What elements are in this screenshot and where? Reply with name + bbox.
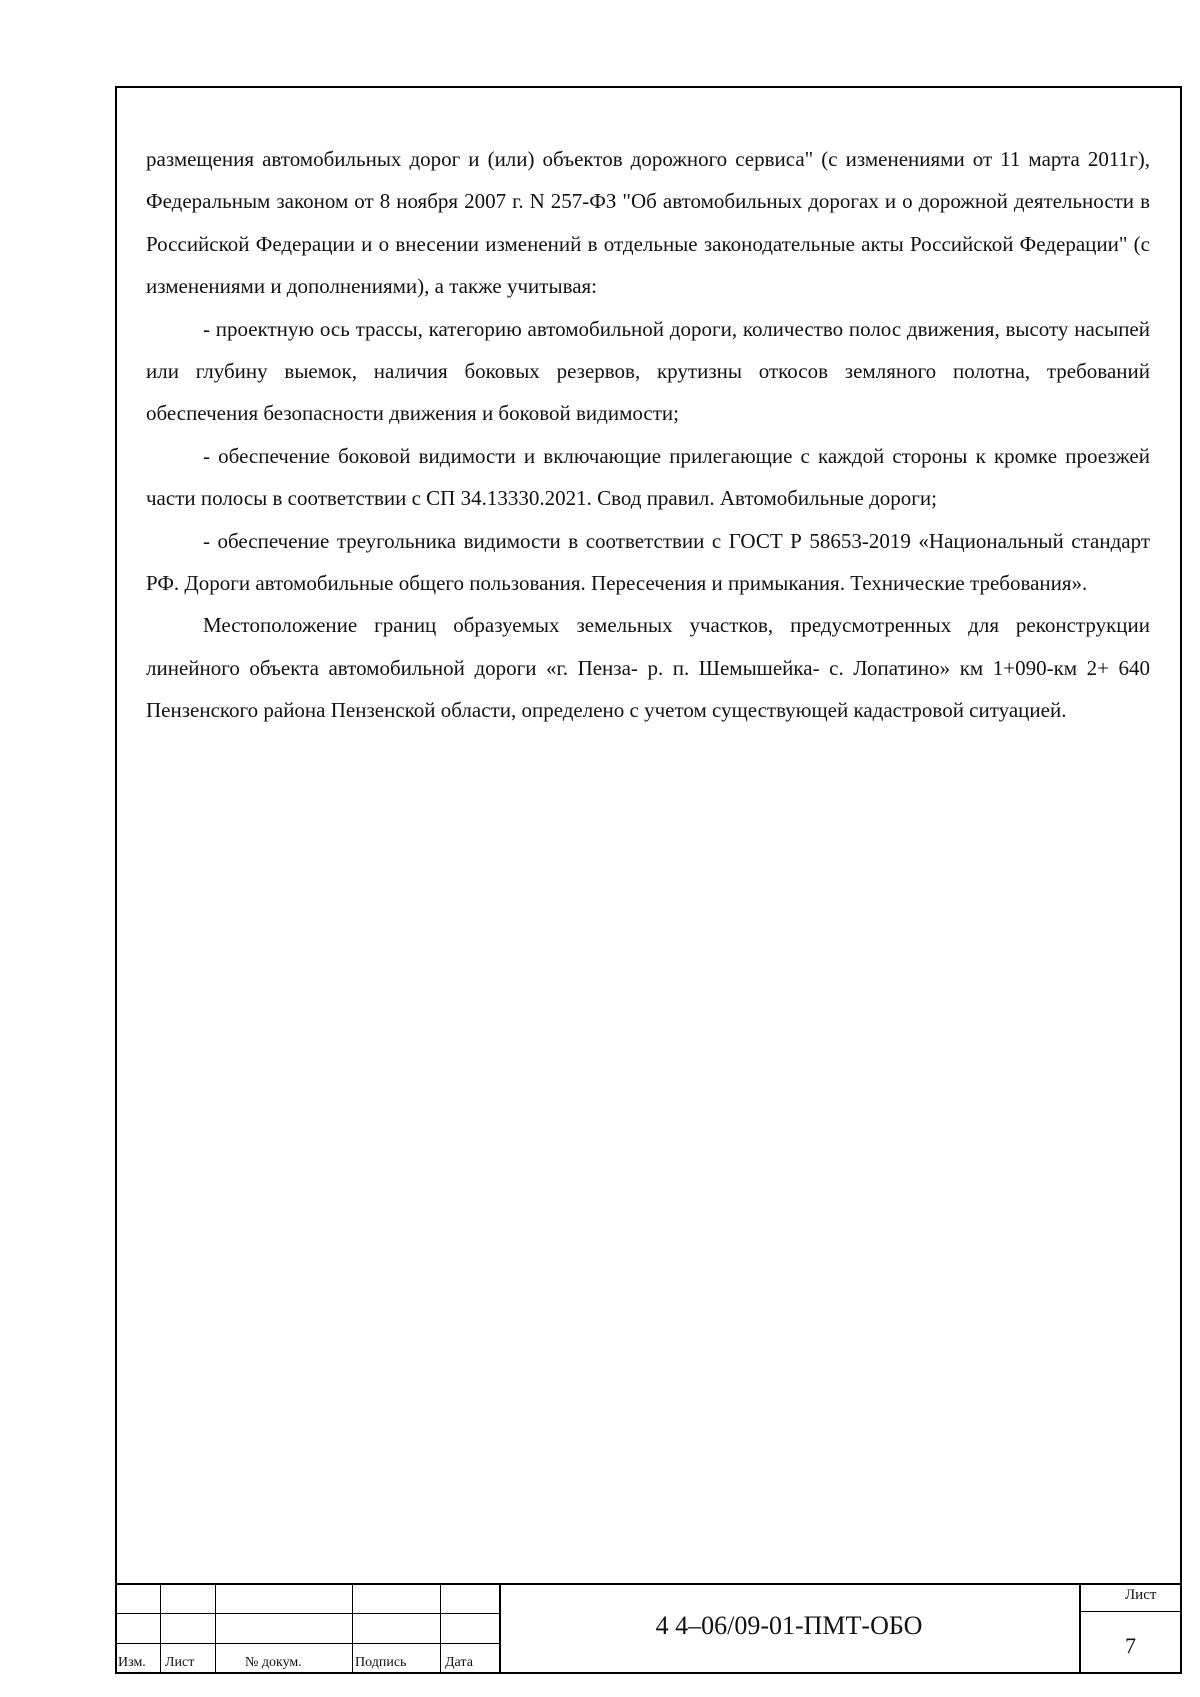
title-block: [115, 1583, 1182, 1674]
paragraph-4: - обеспечение треугольника видимости в соответствии с ГОСТ Р 58653-2019 «Национальный стандарт РФ. Дороги автомобильные общего пользования. Пересечения и примыкания. Технические требования».: [146, 528, 1150, 596]
col-sign-label: Подпись: [355, 1655, 407, 1670]
col-date-label: Дата: [445, 1655, 473, 1670]
paragraph-5: Местоположение границ образуемых земельных участков, предусмотренных для реконструкции линейного объекта автомобильной дороги «г. Пенза- р. п. Шемышейка- с. Лопатино» км 1+090-км 2+ 640 Пензенского района Пензенской области, определено с учетом существующей кадастровой ситуацией.: [146, 613, 1150, 723]
col-izm-label: Изм.: [118, 1655, 146, 1670]
paragraph-2: - проектную ось трассы, категорию автомобильной дороги, количество полос движения, высоту насыпей или глубину выемок, наличия боковых резервов, крутизны откосов земляного полотна, требований обеспечения безопасности движения и боковой видимости;: [146, 316, 1150, 426]
document-code: 4 4–06/09-01-ПМТ-ОБО: [655, 1611, 923, 1640]
col-list-label: Лист: [165, 1655, 195, 1670]
sheet-label: Лист: [1125, 1587, 1157, 1603]
document-body: [146, 138, 1150, 732]
sheet-number: 7: [1125, 1633, 1136, 1658]
paragraph-3: - обеспечение боковой видимости и включающие прилегающие с каждой стороны к кромке проезжей части полосы в соответствии с СП 34.13330.2021. Свод правил. Автомобильные дороги;: [146, 443, 1150, 511]
col-doc-label: № докум.: [245, 1655, 302, 1670]
paragraph-1: размещения автомобильных дорог и (или) объектов дорожного сервиса" (с изменениями от 11 марта 2011г), Федеральным законом от 8 ноября 2007 г. N 257-ФЗ "Об автомобильных дорогах и о дорожной деятельности в Российской Федерации и о внесении изменений в отдельные законодательные акты Российской Федерации" (с изменениями и дополнениями), а также учитывая:: [146, 147, 1150, 299]
